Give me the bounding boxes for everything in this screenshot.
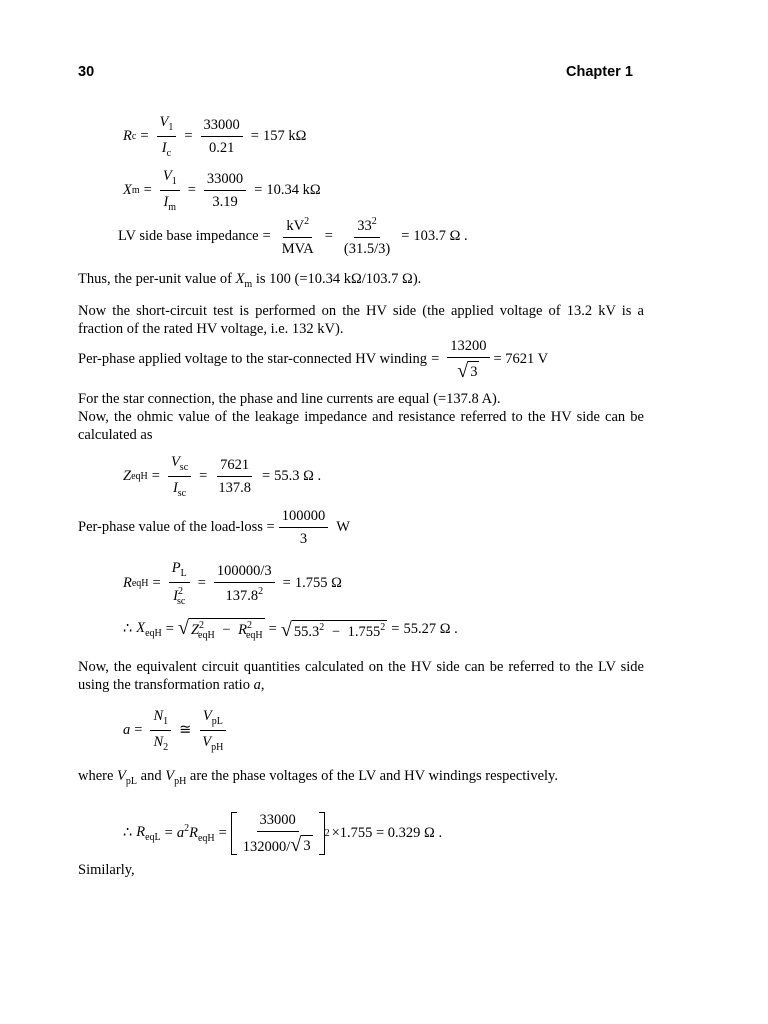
per-unit-sentence: Thus, the per-unit value of $X_m$ is 100 (=10.34 kΩ/103.7 Ω). bbox=[78, 271, 422, 290]
equation-zeqh: Z eqH = $\frac{V_{sc}}{I_{sc}}$ = $\frac{7621}{137.8}$ = 55.3 Ω . bbox=[123, 454, 322, 499]
equation-reql: ∴ $R_{eqL}$ = $a^2R_{eqH}$ = 33000 132000/ √ 3 2 ×1.755 = 0.329 Ω . bbox=[123, 812, 443, 856]
paragraph-short-circuit-test: Now the short-circuit test is performed on the HV side (the applied voltage of 13.2 kV is a fraction of the rated HV voltage, i.e. 132 kV). bbox=[78, 303, 644, 337]
chapter-title: Chapter 1 bbox=[566, 64, 633, 80]
equation-xm: X m = $\frac{V_1}{I_m}$ = $\frac{33000}{3.19}$ = 10.34 kΩ bbox=[123, 168, 321, 213]
equation-load-loss: Per-phase value of the load-loss = $\frac{100000}{3}$ W bbox=[78, 508, 350, 547]
equation-lv-base-impedance: LV side base impedance = $\frac{kV^2}{\text{MVA}}$ = $\frac{33^2}{(31.5/3)}$ = 103.7 Ω . bbox=[118, 216, 468, 257]
equation-rc: R c = $\frac{V_1}{I_c}$ = $\frac{33000}{0.21}$ = 157 kΩ bbox=[123, 114, 307, 159]
paragraph-refer-lv-side: Now, the equivalent circuit quantities calculated on the HV side can be referred to the LV side using the transformation ratio a, bbox=[78, 659, 644, 693]
paragraph-ohmic-value: Now, the ohmic value of the leakage impedance and resistance referred to the HV side can be calculated as bbox=[78, 409, 644, 443]
paragraph-star-connection: For the star connection, the phase and line currents are equal (=137.8 A). bbox=[78, 391, 501, 407]
equation-per-phase-voltage: Per-phase applied voltage to the star-connected HV winding = 13200 √ 3 = 7621 V bbox=[78, 338, 549, 382]
equation-transformation-ratio: a = $\frac{N_1}{N_2}$ ≅ $\frac{V_{pL}}{V_{pH}}$ bbox=[123, 708, 230, 753]
similarly-text: Similarly, bbox=[78, 862, 135, 878]
equation-reqh: R eqH = $\frac{P_L}{I^2_{sc}}$ = $\frac{100000/3}{137.8^2}$ = 1.755 Ω bbox=[123, 560, 342, 607]
page-number: 30 bbox=[78, 64, 95, 80]
equation-xeqh: ∴ $X_{eqH}$ = √ $Z^2_{eqH} - R^2_{eqH}$ = √ 55.3$^2$ − 1.755$^2$ = 55.27 Ω . bbox=[123, 617, 458, 641]
paragraph-where-voltages: where $V_{pL}$ and $V_{pH}$ are the phase voltages of the LV and HV windings respectively. bbox=[78, 768, 558, 787]
